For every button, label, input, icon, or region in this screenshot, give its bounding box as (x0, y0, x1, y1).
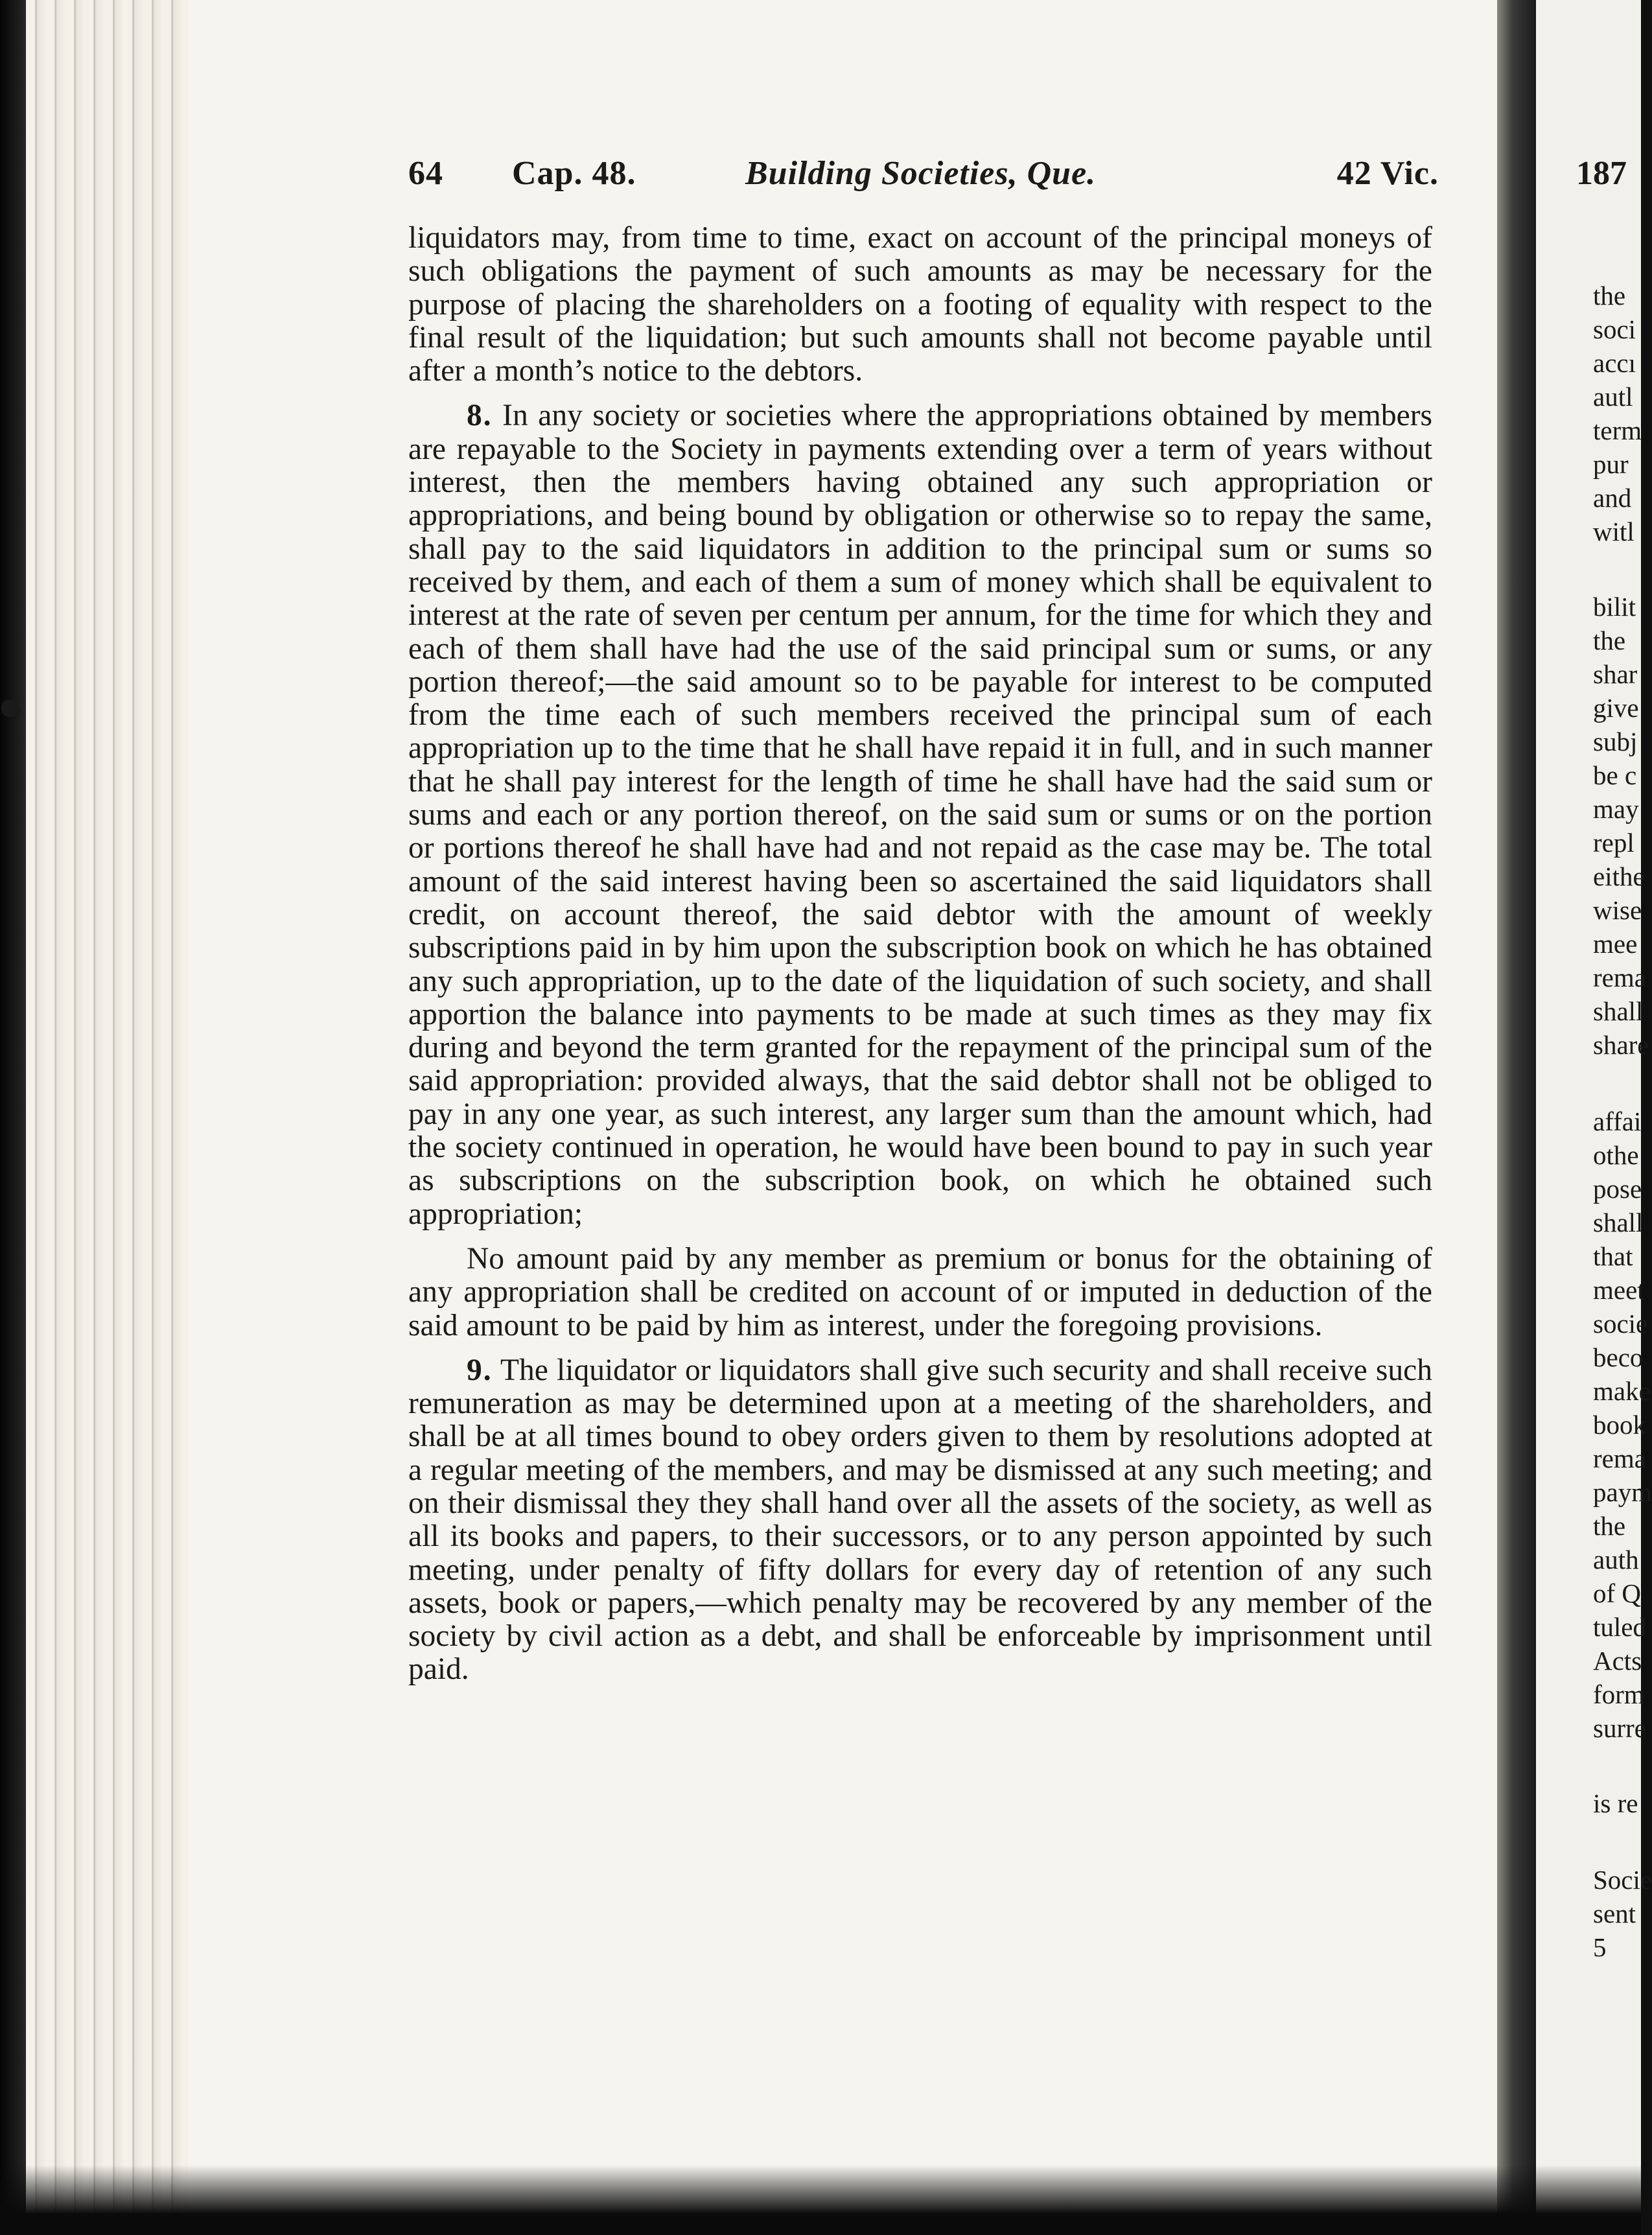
facing-line-fragment: form (1593, 1679, 1645, 1709)
facing-line-fragment: repl (1593, 828, 1635, 858)
facing-line-fragment: Acts (1593, 1646, 1642, 1676)
facing-line-fragment: 5 (1593, 1932, 1607, 1962)
facing-line-fragment: auth (1593, 1545, 1639, 1574)
facing-line-fragment: term (1593, 415, 1642, 445)
facing-line-fragment: shall (1593, 996, 1644, 1026)
facing-line-fragment: be c (1593, 760, 1637, 790)
act-title: Building Societies, Que. (745, 155, 1097, 192)
facing-line-fragment: eithe (1593, 861, 1645, 891)
chapter-number: Cap. 48. (512, 155, 636, 192)
section-8 (408, 399, 1432, 1230)
facing-line-fragment: share (1593, 1030, 1649, 1060)
running-head (408, 154, 1439, 206)
facing-line-fragment: pose (1593, 1174, 1642, 1204)
facing-line-fragment: autl (1593, 382, 1633, 412)
facing-line-fragment: the (1593, 626, 1626, 655)
facing-line-fragment: mee (1593, 929, 1638, 959)
bottom-shadow (0, 2165, 1641, 2235)
facing-line-fragment: rema (1593, 963, 1646, 992)
facing-line-fragment: witl (1593, 517, 1635, 546)
facing-line-fragment: shall (1593, 1208, 1644, 1237)
regnal-year: 42 Vic. (1336, 155, 1439, 192)
facing-line-fragment: the (1593, 1511, 1626, 1541)
facing-page (1536, 0, 1652, 2235)
page-body (408, 222, 1432, 1687)
paragraph-no-amount: No amount paid by any member as premium or bonus for the obtaining of any appropriation shall be credited on account of or imputed in deduction of the said amount to be paid by him as interest, under the foregoing provisions. (408, 1241, 1432, 1342)
section-9-number: 9. (467, 1353, 493, 1387)
section-9-text: The liquidator or liquidators shall give such security and shall receive such remuneration as may be determined upon at a meeting of the shareholders, and shall be at all times bound to obey orders given to them by resolutions adopted at a regular meeting of the members, and may be dismissed at any such meeting; and on their dismissal they they shall hand over all the assets of the society, as well as all its books and papers, to their successors, or to any person appointed by such meeting, under penalty of fifty dollars for every day of retention of any such assets, book or papers,—which penalty may be recovered by any member of the society by civil action as a debt, and shall be enforceable by imprisonment until paid. (408, 1353, 1432, 1687)
facing-line-fragment: tuled (1593, 1612, 1646, 1642)
facing-line-fragment: rema (1593, 1444, 1646, 1473)
facing-line-fragment: the (1593, 281, 1626, 310)
facing-line-fragment: book (1593, 1410, 1646, 1440)
facing-line-fragment: pur (1593, 449, 1629, 479)
facing-line-fragment: sent (1593, 1899, 1636, 1928)
facing-line-fragment: of Q (1593, 1578, 1642, 1608)
facing-year: 187 (1576, 155, 1627, 192)
facing-line-fragment: make (1593, 1376, 1651, 1406)
gutter (1497, 0, 1536, 2235)
facing-line-fragment: give (1593, 693, 1639, 723)
facing-line-fragment: subj (1593, 727, 1638, 756)
binding-shadow (0, 0, 29, 2235)
facing-line-fragment: beco (1593, 1342, 1644, 1372)
paragraph-continued: liquidators may, from time to time, exact on account of the principal moneys of such obligations the payment of such amounts as may be necessary for the purpose of placing the shareholders on a footing of equality with respect to the final result of the liquidation; but such amounts shall not become payable until after a month’s notice to the debtors. (408, 221, 1432, 388)
page-number: 64 (408, 155, 443, 192)
facing-line-fragment: paym (1593, 1477, 1652, 1507)
stacked-page-edges (26, 0, 188, 2235)
facing-line-fragment: wise (1593, 895, 1642, 925)
facing-line-fragment: accı (1593, 348, 1636, 378)
scan-speck (1, 700, 21, 717)
facing-line-fragment: is re (1593, 1788, 1638, 1818)
facing-line-fragment: socie (1593, 1309, 1648, 1339)
facing-line-fragment: soci (1593, 314, 1636, 344)
facing-line-fragment: that (1593, 1241, 1633, 1271)
section-8-number: 8. (467, 399, 493, 433)
facing-line-fragment: affai (1593, 1106, 1642, 1136)
section-9 (408, 1354, 1432, 1687)
facing-line-fragment: may (1593, 794, 1639, 824)
facing-line-fragment: Socie (1593, 1865, 1652, 1895)
facing-line-fragment: surre (1593, 1713, 1646, 1743)
facing-line-fragment: othe (1593, 1140, 1639, 1170)
section-8-text: In any society or societies where the appropriations obtained by members are repayable to the Society in payments extending over a term of years without interest, then the members having obtained any such appropriation or appropriations, and being bound by obligation or otherwise so to repay the same, shall pay to the said liquidators in addition to the principal sum or sums so received by them, and each of them a sum of money which shall be equivalent to interest at the rate of seven per centum per annum, for the time for which they and each of them shall have had the use of the said principal sum or sums, or any portion thereof;—the said amount so to be payable for interest to be computed from the time each of such members received the principal sum of each appropriation up to the time that he shall have repaid it in full, and in such manner that he shall pay interest for the length of time he shall have had the said sum or sums and each or any portion thereof, on the said sum or sums or on the portion or portions thereof he shall have had and not repaid as the case may be. The total amount of the said interest having been so ascertained the said liquidators shall credit, on account thereof, the said debtor with the amount of weekly subscriptions paid in by him upon the subscription book on which he has obtained any such appropriation, up to the date of the liquidation of such society, and shall apportion the balance into payments to be made at such times as they may fix during and beyond the term granted for the repayment of the principal sum of the said appropriation: provided always, that the said debtor shall not be obliged to pay in any one year, as such interest, any larger sum than the amount which, had the society continued in operation, he would have been bound to pay in such year as subscriptions on the subscription book, on which he obtained such appropriation; (408, 399, 1432, 1231)
facing-line-fragment: shar (1593, 659, 1638, 689)
facing-line-fragment: and (1593, 483, 1632, 513)
facing-line-fragment: bilit (1593, 592, 1636, 622)
facing-line-fragment: meet (1593, 1275, 1645, 1305)
